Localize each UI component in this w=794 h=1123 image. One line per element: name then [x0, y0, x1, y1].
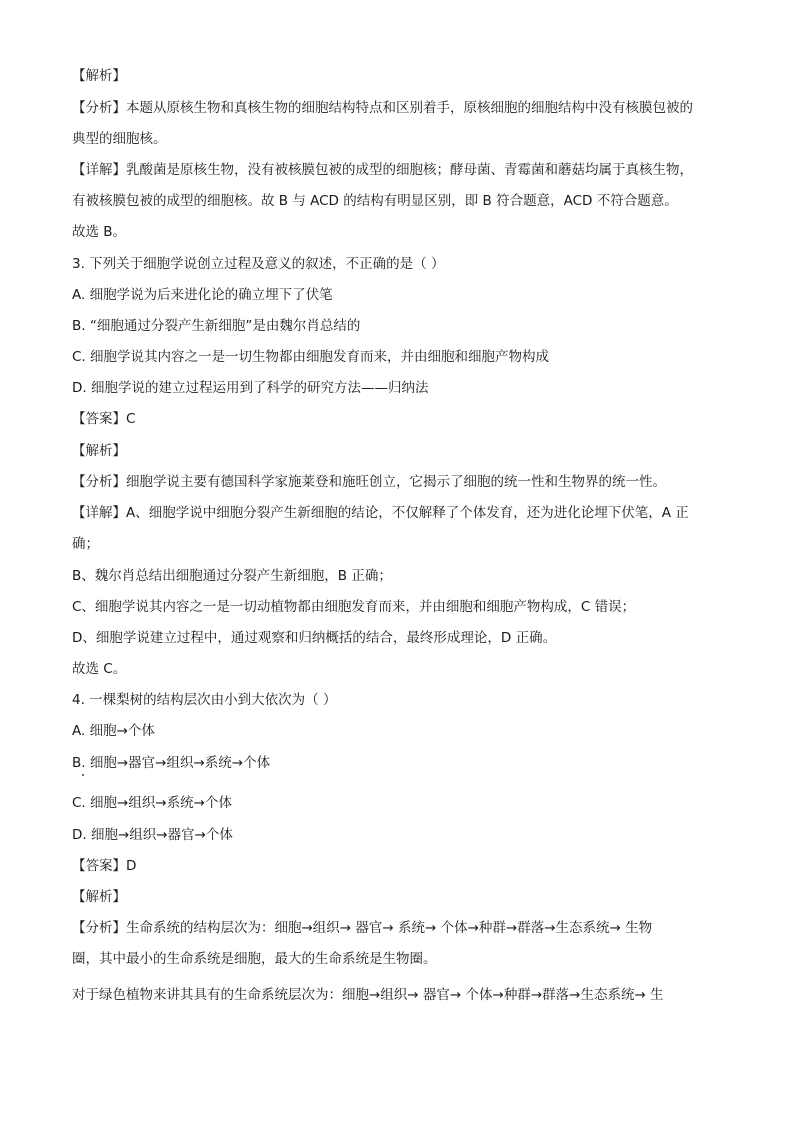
option-d: D. 细胞学说的建立过程运用到了科学的研究方法——归纳法 — [72, 380, 429, 396]
text-line: 【分析】细胞学说主要有德国科学家施莱登和施旺创立，它揭示了细胞的统一性和生物界的统一性。 — [72, 474, 666, 490]
text-line: C、细胞学说其内容之一是一切动植物都由细胞发育而来，并由细胞和细胞产物构成，C 错误； — [72, 599, 636, 615]
answer-line: 【答案】D — [72, 858, 137, 874]
text-line: 【解析】 — [72, 889, 126, 905]
question-3-stem: 3. 下列关于细胞学说创立过程及意义的叙述，不正确的是（ ） — [72, 256, 445, 272]
text-line: 【分析】本题从原核生物和真核生物的细胞结构特点和区别着手，原核细胞的细胞结构中没有核膜包被的 — [72, 100, 693, 116]
answer-line: 【答案】C — [72, 411, 136, 427]
text-line: B、魏尔肖总结出细胞通过分裂产生新细胞，B 正确； — [72, 568, 392, 584]
option-b: B. “细胞通过分裂产生新细胞”是由魏尔肖总结的 — [72, 318, 361, 334]
text-line: 确； — [72, 536, 99, 552]
text-line: 【详解】A、细胞学说中细胞分裂产生新细胞的结论，不仅解释了个体发育，还为进化论埋下伏笔，A 正 — [72, 505, 689, 521]
option-c: C. 细胞学说其内容之一是一切生物都由细胞发育而来，并由细胞和细胞产物构成 — [72, 349, 550, 365]
stray-mark — [82, 774, 84, 776]
option-a: A. 细胞学说为后来进化论的确立埋下了伏笔 — [72, 287, 333, 303]
option-d: D. 细胞→组织→器官→个体 — [72, 827, 233, 843]
option-a: A. 细胞→个体 — [72, 723, 155, 739]
text-line: 故选 B。 — [72, 224, 127, 240]
option-b: B. 细胞→器官→组织→系统→个体 — [72, 755, 271, 771]
text-line: 【分析】生命系统的结构层次为：细胞→组织→ 器官→ 系统→ 个体→种群→群落→生态系统→ 生物 — [72, 920, 653, 936]
option-c: C. 细胞→组织→系统→个体 — [72, 795, 232, 811]
text-line: 典型的细胞核。 — [72, 131, 167, 147]
text-line: D、细胞学说建立过程中，通过观察和归纳概括的结合，最终形成理论，D 正确。 — [72, 630, 557, 646]
text-line: 【解析】 — [72, 443, 126, 459]
question-4-stem: 4. 一棵梨树的结构层次由小到大依次为（ ） — [72, 692, 337, 708]
text-line: 【解析】 — [72, 68, 126, 84]
text-line: 圈，其中最小的生命系统是细胞，最大的生命系统是生物圈。 — [72, 951, 437, 967]
text-line: 有被核膜包被的成型的细胞核。故 B 与 ACD 的结构有明显区别，即 B 符合题意，ACD 不符合题意。 — [72, 193, 678, 209]
text-line: 【详解】乳酸菌是原核生物，没有被核膜包被的成型的细胞核；酵母菌、青霉菌和蘑菇均属于真核生物， — [72, 162, 693, 178]
text-line: 故选 C。 — [72, 661, 127, 677]
text-line: 对于绿色植物来讲其具有的生命系统层次为：细胞→组织→ 器官→ 个体→种群→群落→生态系统→ 生 — [72, 987, 664, 1003]
